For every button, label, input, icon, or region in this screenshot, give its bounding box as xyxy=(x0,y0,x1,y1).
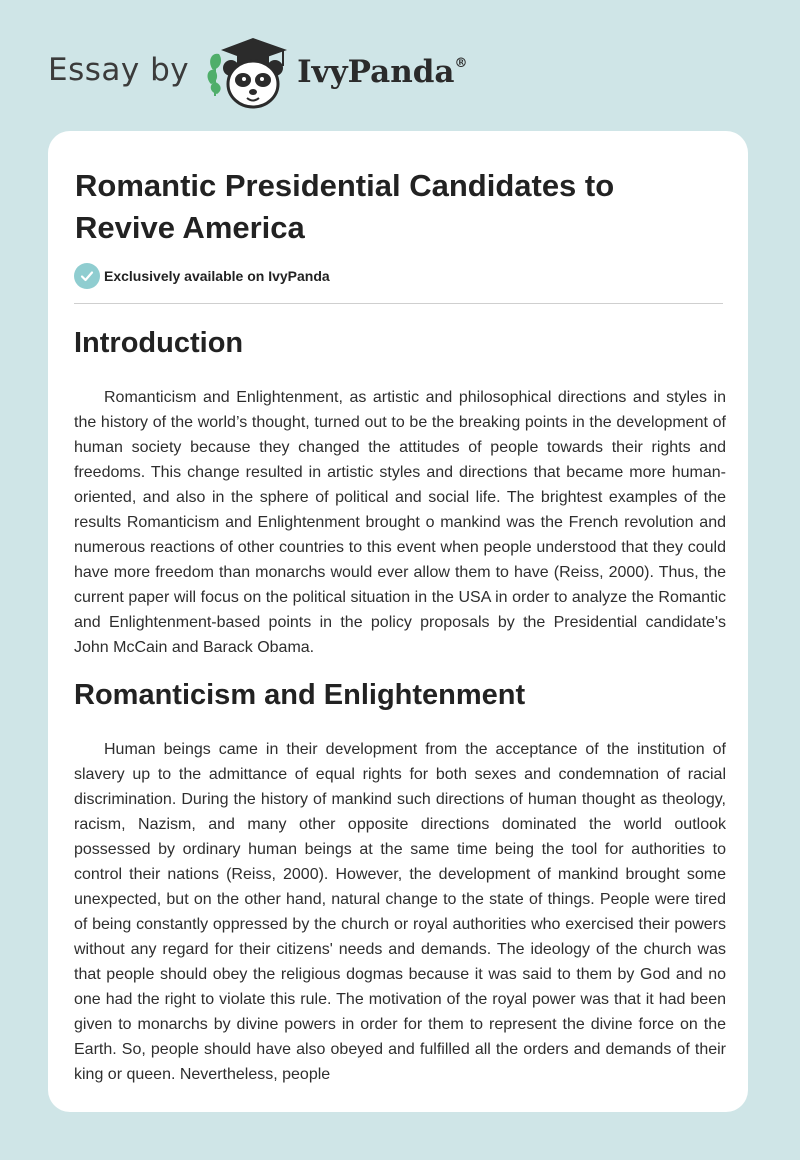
badge-label: Exclusively available on IvyPanda xyxy=(104,268,330,284)
leaf-icon xyxy=(208,54,221,96)
site-header xyxy=(48,32,508,112)
exclusive-badge xyxy=(74,263,330,289)
section-paragraph-introduction: Romanticism and Enlightenment, as artistic and philosophical directions and styles in the history of the world’s thought, turned out to be the breaking points in the development of human society because they changed the attitudes of people towards their rights and freedoms. This change resulted in artistic styles and directions that became more human-oriented, and also in the sphere of political and social life. The brightest examples of the results Romanticism and Enlightenment brought o mankind was the French revolution and numerous reactions of other countries to this event when people understood that they could have more freedom than monarchs would ever allow them to have (Reiss, 2000). Thus, the current paper will focus on the political situation in the USA in order to analyze the Romantic and Enlightenment-based points in the policy proposals by the Presidential candidate's John McCain and Barack Obama. xyxy=(74,389,726,656)
panda-logo-icon[interactable] xyxy=(203,32,293,112)
section-paragraph-romanticism: Human beings came in their development from the acceptance of the institution of slavery up to the admittance of equal rights for both sexes and condemnation of racial discrimination. During the history of mankind such directions of human thought as theology, racism, Nazism, and many other opposite directions dominated the world outlook possessed by ordinary human beings at the same time being the tool for authorities to control their nations (Reiss, 2000). However, the development of mankind brought some unexpected, but on the other hand, natural change to the state of things. People were tired of being constantly oppressed by the church or royal authorities who exercised their powers without any regard for their citizens' needs and demands. The ideology of the church was that people should obey the religious dogmas because it was said to them by God and no one had the right to violate this rule. The motivation of the royal power was that it had been given to monarchs by divine powers in order for them to represent the divine force on the Earth. So, people should have also obeyed and fulfilled all the orders and demands of their king or queen. Nevertheless, people xyxy=(74,741,726,1083)
essay-card xyxy=(48,131,748,1112)
essay-by-label: Essay by xyxy=(48,52,190,88)
page-title: Romantic Presidential Candidates to Revive America xyxy=(75,168,615,245)
section-heading-romanticism: Romanticism and Enlightenment xyxy=(74,679,526,711)
divider xyxy=(74,303,723,304)
registered-mark: ® xyxy=(454,56,468,71)
check-icon xyxy=(74,263,100,289)
brand-name[interactable]: IvyPanda® xyxy=(297,54,468,90)
section-heading-introduction: Introduction xyxy=(74,327,244,359)
